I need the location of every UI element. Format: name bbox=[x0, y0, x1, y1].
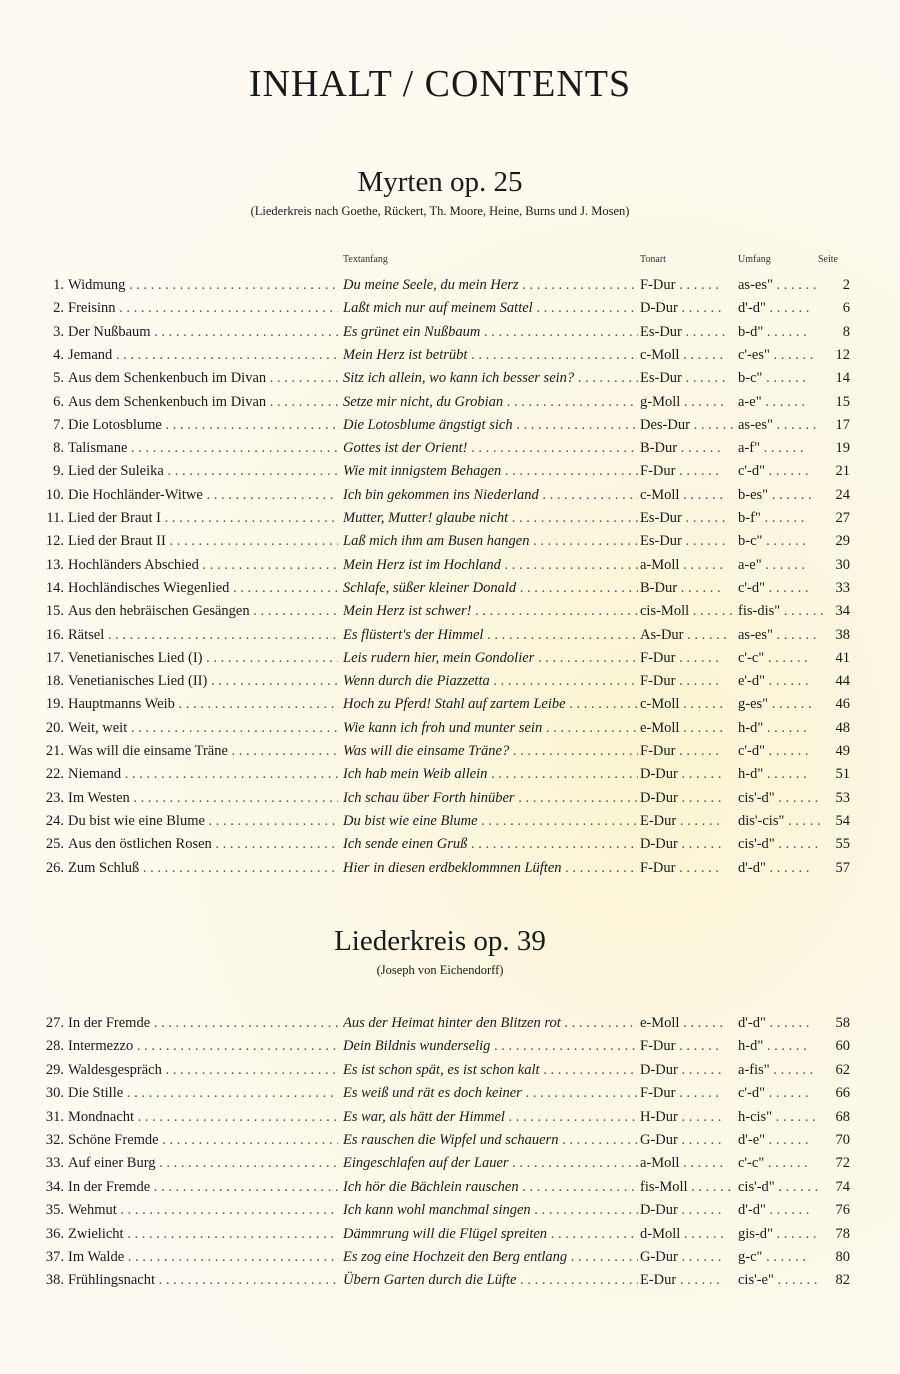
song-key: H-Dur . . . bbox=[640, 1106, 735, 1129]
song-incipit: Ich hab mein Weib allein . . . bbox=[343, 763, 638, 786]
song-number: 18. bbox=[45, 673, 64, 690]
list-item bbox=[0, 624, 900, 647]
list-item bbox=[0, 857, 900, 880]
section-title-myrten: Myrten op. 25 bbox=[357, 166, 523, 198]
song-incipit: Laß mich ihm am Busen hangen . . . bbox=[343, 530, 638, 553]
song-key: c-Moll . . . bbox=[640, 693, 735, 716]
page-title: INHALT / CONTENTS bbox=[248, 63, 632, 105]
song-page: 74 bbox=[835, 1178, 850, 1195]
song-title: Auf einer Burg . . . bbox=[68, 1152, 338, 1175]
song-title: Hochländers Abschied . . . bbox=[68, 554, 338, 577]
list-item bbox=[0, 1269, 900, 1292]
song-key: F-Dur . . . bbox=[640, 857, 735, 880]
song-page: 6 bbox=[842, 300, 850, 317]
song-page: 33 bbox=[835, 579, 850, 596]
header-range: Umfang bbox=[738, 254, 771, 265]
song-title: Lied der Braut II . . . bbox=[68, 530, 338, 553]
section-subtitle-myrten: (Liederkreis nach Goethe, Rückert, Th. Moore, Heine, Burns und J. Mosen) bbox=[250, 204, 630, 218]
song-incipit: Du bist wie eine Blume . . . bbox=[343, 810, 638, 833]
song-page: 34 bbox=[835, 603, 850, 620]
song-page: 29 bbox=[835, 533, 850, 550]
song-incipit: Mutter, Mutter! glaube nicht . . . bbox=[343, 507, 638, 530]
list-item bbox=[0, 1223, 900, 1246]
song-range: d'-d" . . . bbox=[738, 857, 823, 880]
song-key: F-Dur . . . bbox=[640, 1082, 735, 1105]
song-number: 24. bbox=[45, 812, 64, 829]
song-page: 80 bbox=[835, 1249, 850, 1265]
song-number: 1. bbox=[53, 277, 64, 293]
song-range: b-d" . . . bbox=[738, 321, 823, 344]
song-page: 38 bbox=[835, 626, 850, 643]
song-number: 33. bbox=[45, 1155, 64, 1172]
song-incipit: Aus der Heimat hinter den Blitzen rot . . . bbox=[343, 1012, 638, 1035]
song-key: B-Dur . . . bbox=[640, 437, 735, 460]
song-range: as-es" . . . bbox=[738, 624, 823, 647]
song-number: 29. bbox=[45, 1061, 64, 1078]
song-title: Die Stille . . . bbox=[68, 1082, 338, 1105]
song-key: fis-Moll . . . bbox=[640, 1176, 735, 1199]
song-range: c'-es" . . . bbox=[738, 344, 823, 367]
song-title: Wehmut . . . bbox=[68, 1199, 338, 1222]
song-incipit: Es grünet ein Nußbaum . . . bbox=[343, 321, 638, 344]
song-page: 55 bbox=[835, 836, 850, 853]
list-item bbox=[0, 367, 900, 390]
song-incipit: Übern Garten durch die Lüfte . . . bbox=[343, 1269, 638, 1292]
song-page: 2 bbox=[842, 277, 850, 293]
song-title: Aus dem Schenkenbuch im Divan . . . bbox=[68, 367, 338, 390]
song-key: Es-Dur . . . bbox=[640, 507, 735, 530]
song-page: 78 bbox=[835, 1225, 850, 1242]
song-number: 16. bbox=[45, 626, 64, 643]
song-incipit: Ich bin gekommen ins Niederland . . . bbox=[343, 484, 638, 507]
list-item bbox=[0, 717, 900, 740]
list-item bbox=[0, 1035, 900, 1058]
song-title: Zwielicht . . . bbox=[68, 1223, 338, 1246]
song-title: Die Hochländer-Witwe . . . bbox=[68, 484, 338, 507]
song-number: 17. bbox=[45, 649, 64, 666]
song-number: 28. bbox=[45, 1038, 64, 1055]
song-incipit: Hier in diesen erdbeklommnen Lüften . . . bbox=[343, 857, 638, 880]
song-range: a-f" . . . bbox=[738, 437, 823, 460]
song-title: Frühlingsnacht . . . bbox=[68, 1269, 338, 1292]
song-key: D-Dur . . . bbox=[640, 787, 735, 810]
song-key: F-Dur . . . bbox=[640, 647, 735, 670]
song-title: Die Lotosblume . . . bbox=[68, 414, 338, 437]
song-number: 2. bbox=[53, 300, 64, 317]
song-number: 7. bbox=[53, 416, 64, 433]
song-title: Mondnacht . . . bbox=[68, 1106, 338, 1129]
song-number: 37. bbox=[45, 1249, 64, 1265]
list-item bbox=[0, 833, 900, 856]
list-item bbox=[0, 1129, 900, 1152]
song-number: 6. bbox=[53, 393, 64, 410]
song-incipit: Mein Herz ist betrübt . . . bbox=[343, 344, 638, 367]
song-number: 31. bbox=[45, 1108, 64, 1125]
song-key: D-Dur . . . bbox=[640, 297, 735, 320]
song-number: 5. bbox=[53, 370, 64, 387]
song-page: 30 bbox=[835, 556, 850, 573]
song-key: c-Moll . . . bbox=[640, 484, 735, 507]
song-title: Was will die einsame Träne . . . bbox=[68, 740, 338, 763]
song-page: 76 bbox=[835, 1202, 850, 1219]
song-title: Hauptmanns Weib . . . bbox=[68, 693, 338, 716]
song-page: 8 bbox=[842, 323, 850, 340]
list-item bbox=[0, 647, 900, 670]
song-number: 9. bbox=[53, 463, 64, 480]
song-title: In der Fremde . . . bbox=[68, 1176, 338, 1199]
song-incipit: Eingeschlafen auf der Lauer . . . bbox=[343, 1152, 638, 1175]
song-range: h-d" . . . bbox=[738, 1035, 823, 1058]
song-range: b-c" . . . bbox=[738, 367, 823, 390]
list-item bbox=[0, 1106, 900, 1129]
list-item bbox=[0, 577, 900, 600]
song-range: b-f" . . . bbox=[738, 507, 823, 530]
list-item bbox=[0, 530, 900, 553]
song-range: as-es" . . . bbox=[738, 414, 823, 437]
song-incipit: Wie mit innigstem Behagen . . . bbox=[343, 460, 638, 483]
song-incipit: Ich schau über Forth hinüber . . . bbox=[343, 787, 638, 810]
song-incipit: Es flüstert's der Himmel . . . bbox=[343, 624, 638, 647]
song-incipit: Die Lotosblume ängstigt sich . . . bbox=[343, 414, 638, 437]
song-title: Schöne Fremde . . . bbox=[68, 1129, 338, 1152]
song-incipit: Es rauschen die Wipfel und schauern . . . bbox=[343, 1129, 638, 1152]
song-range: as-es" . . . bbox=[738, 274, 823, 297]
song-title: Der Nußbaum . . . bbox=[68, 321, 338, 344]
song-key: cis-Moll . . . bbox=[640, 600, 735, 623]
song-range: c'-c" . . . bbox=[738, 1152, 823, 1175]
song-title: Zum Schluß . . . bbox=[68, 857, 338, 880]
song-page: 41 bbox=[835, 649, 850, 666]
song-title: Im Westen . . . bbox=[68, 787, 338, 810]
song-key: As-Dur . . . bbox=[640, 624, 735, 647]
song-key: D-Dur . . . bbox=[640, 1059, 735, 1082]
song-incipit: Mein Herz ist schwer! . . . bbox=[343, 600, 638, 623]
song-key: Des-Dur . . . bbox=[640, 414, 735, 437]
song-page: 58 bbox=[835, 1015, 850, 1031]
song-title: Aus dem Schenkenbuch im Divan . . . bbox=[68, 391, 338, 414]
song-key: F-Dur . . . bbox=[640, 670, 735, 693]
list-item bbox=[0, 437, 900, 460]
list-item bbox=[0, 740, 900, 763]
song-range: cis'-d" . . . bbox=[738, 787, 823, 810]
song-incipit: Ich hör die Bächlein rauschen . . . bbox=[343, 1176, 638, 1199]
song-page: 14 bbox=[835, 370, 850, 387]
song-number: 35. bbox=[45, 1202, 64, 1219]
song-incipit: Hoch zu Pferd! Stahl auf zartem Leibe . . . bbox=[343, 693, 638, 716]
song-incipit: Es zog eine Hochzeit den Berg entlang . . . bbox=[343, 1246, 638, 1269]
song-title: Widmung . . . bbox=[68, 274, 338, 297]
song-incipit: Sitz ich allein, wo kann ich besser sein? . . . bbox=[343, 367, 638, 390]
song-key: D-Dur . . . bbox=[640, 1199, 735, 1222]
song-incipit: Wie kann ich froh und munter sein . . . bbox=[343, 717, 638, 740]
song-title: Rätsel . . . bbox=[68, 624, 338, 647]
song-range: h-d" . . . bbox=[738, 717, 823, 740]
song-range: c'-d" . . . bbox=[738, 1082, 823, 1105]
song-title: Talismane . . . bbox=[68, 437, 338, 460]
song-range: d'-d" . . . bbox=[738, 1012, 823, 1035]
song-number: 26. bbox=[45, 859, 64, 876]
song-page: 49 bbox=[835, 743, 850, 759]
song-page: 53 bbox=[835, 789, 850, 806]
song-page: 82 bbox=[835, 1272, 850, 1289]
song-number: 4. bbox=[53, 346, 64, 363]
song-title: Lied der Suleika . . . bbox=[68, 460, 338, 483]
song-range: b-es" . . . bbox=[738, 484, 823, 507]
song-range: a-e" . . . bbox=[738, 554, 823, 577]
song-number: 11. bbox=[46, 510, 64, 526]
song-key: e-Moll . . . bbox=[640, 717, 735, 740]
song-key: F-Dur . . . bbox=[640, 740, 735, 763]
header-page: Seite bbox=[818, 254, 838, 265]
song-number: 19. bbox=[45, 696, 64, 713]
song-number: 8. bbox=[53, 440, 64, 457]
song-incipit: Ich sende einen Gruß . . . bbox=[343, 833, 638, 856]
song-key: g-Moll . . . bbox=[640, 391, 735, 414]
song-incipit: Was will die einsame Träne? . . . bbox=[343, 740, 638, 763]
song-key: d-Moll . . . bbox=[640, 1223, 735, 1246]
song-page: 12 bbox=[835, 346, 850, 363]
song-page: 54 bbox=[835, 812, 850, 829]
song-key: Es-Dur . . . bbox=[640, 367, 735, 390]
song-range: a-fis" . . . bbox=[738, 1059, 823, 1082]
song-range: cis'-d" . . . bbox=[738, 1176, 823, 1199]
song-page: 27 bbox=[835, 510, 850, 526]
song-key: E-Dur . . . bbox=[640, 1269, 735, 1292]
list-item bbox=[0, 787, 900, 810]
song-incipit: Es war, als hätt der Himmel . . . bbox=[343, 1106, 638, 1129]
song-page: 24 bbox=[835, 486, 850, 503]
song-title: Aus den östlichen Rosen . . . bbox=[68, 833, 338, 856]
list-item bbox=[0, 554, 900, 577]
song-range: fis-dis" . . . bbox=[738, 600, 823, 623]
song-page: 60 bbox=[835, 1038, 850, 1055]
song-range: h-d" . . . bbox=[738, 763, 823, 786]
header-incipit: Textanfang bbox=[343, 254, 388, 265]
song-range: c'-d" . . . bbox=[738, 740, 823, 763]
song-title: Hochländisches Wiegenlied . . . bbox=[68, 577, 338, 600]
song-range: d'-d" . . . bbox=[738, 1199, 823, 1222]
song-page: 62 bbox=[835, 1061, 850, 1078]
song-title: Venetianisches Lied (I) . . . bbox=[68, 647, 338, 670]
song-number: 25. bbox=[45, 836, 64, 853]
list-item bbox=[0, 1176, 900, 1199]
song-number: 22. bbox=[45, 766, 64, 783]
song-key: B-Dur . . . bbox=[640, 577, 735, 600]
song-range: a-e" . . . bbox=[738, 391, 823, 414]
song-range: c'-c" . . . bbox=[738, 647, 823, 670]
song-key: D-Dur . . . bbox=[640, 833, 735, 856]
list-item bbox=[0, 321, 900, 344]
song-range: b-c" . . . bbox=[738, 530, 823, 553]
list-item bbox=[0, 484, 900, 507]
list-item bbox=[0, 1012, 900, 1035]
song-page: 57 bbox=[835, 859, 850, 876]
song-title: Du bist wie eine Blume . . . bbox=[68, 810, 338, 833]
song-incipit: Es weiß und rät es doch keiner . . . bbox=[343, 1082, 638, 1105]
song-page: 19 bbox=[835, 440, 850, 457]
list-item bbox=[0, 1059, 900, 1082]
song-page: 70 bbox=[835, 1132, 850, 1148]
song-number: 3. bbox=[53, 323, 64, 340]
song-incipit: Gottes ist der Orient! . . . bbox=[343, 437, 638, 460]
song-key: a-Moll . . . bbox=[640, 554, 735, 577]
list-item bbox=[0, 1246, 900, 1269]
song-number: 32. bbox=[45, 1132, 64, 1148]
list-item bbox=[0, 670, 900, 693]
song-number: 15. bbox=[45, 603, 64, 620]
song-incipit: Mein Herz ist im Hochland . . . bbox=[343, 554, 638, 577]
list-item bbox=[0, 507, 900, 530]
song-range: h-cis" . . . bbox=[738, 1106, 823, 1129]
song-key: a-Moll . . . bbox=[640, 1152, 735, 1175]
song-key: D-Dur . . . bbox=[640, 763, 735, 786]
song-range: c'-d" . . . bbox=[738, 460, 823, 483]
song-range: dis'-cis" . . . bbox=[738, 810, 823, 833]
song-number: 34. bbox=[45, 1178, 64, 1195]
song-title: Lied der Braut I . . . bbox=[68, 507, 338, 530]
song-range: g-c" . . . bbox=[738, 1246, 823, 1269]
song-key: F-Dur . . . bbox=[640, 1035, 735, 1058]
song-title: Im Walde . . . bbox=[68, 1246, 338, 1269]
song-page: 51 bbox=[835, 766, 850, 783]
list-item bbox=[0, 344, 900, 367]
song-number: 12. bbox=[45, 533, 64, 550]
song-incipit: Ich kann wohl manchmal singen . . . bbox=[343, 1199, 638, 1222]
list-item bbox=[0, 391, 900, 414]
song-page: 21 bbox=[835, 463, 850, 480]
song-number: 36. bbox=[45, 1225, 64, 1242]
song-title: Niemand . . . bbox=[68, 763, 338, 786]
song-page: 66 bbox=[835, 1085, 850, 1102]
song-number: 27. bbox=[45, 1015, 64, 1031]
song-number: 14. bbox=[45, 579, 64, 596]
song-key: Es-Dur . . . bbox=[640, 321, 735, 344]
song-key: G-Dur . . . bbox=[640, 1246, 735, 1269]
list-item bbox=[0, 414, 900, 437]
song-range: d'-e" . . . bbox=[738, 1129, 823, 1152]
song-incipit: Dein Bildnis wunderselig . . . bbox=[343, 1035, 638, 1058]
list-item bbox=[0, 693, 900, 716]
song-incipit: Es ist schon spät, es ist schon kalt . . . bbox=[343, 1059, 638, 1082]
list-item bbox=[0, 1082, 900, 1105]
song-number: 20. bbox=[45, 719, 64, 736]
song-page: 15 bbox=[835, 393, 850, 410]
song-number: 10. bbox=[45, 486, 64, 503]
song-page: 44 bbox=[835, 673, 850, 690]
song-incipit: Leis rudern hier, mein Gondolier . . . bbox=[343, 647, 638, 670]
song-incipit: Wenn durch die Piazzetta . . . bbox=[343, 670, 638, 693]
list-item bbox=[0, 1199, 900, 1222]
song-page: 68 bbox=[835, 1108, 850, 1125]
song-key: c-Moll . . . bbox=[640, 344, 735, 367]
list-item bbox=[0, 274, 900, 297]
song-range: e'-d" . . . bbox=[738, 670, 823, 693]
list-item bbox=[0, 763, 900, 786]
song-key: F-Dur . . . bbox=[640, 274, 735, 297]
song-page: 17 bbox=[835, 416, 850, 433]
song-title: Aus den hebräischen Gesängen . . . bbox=[68, 600, 338, 623]
song-range: cis'-e" . . . bbox=[738, 1269, 823, 1292]
song-page: 48 bbox=[835, 719, 850, 736]
section-subtitle-liederkreis: (Joseph von Eichendorff) bbox=[376, 963, 504, 977]
song-key: G-Dur . . . bbox=[640, 1129, 735, 1152]
song-page: 72 bbox=[835, 1155, 850, 1172]
song-title: Freisinn . . . bbox=[68, 297, 338, 320]
song-title: Weit, weit . . . bbox=[68, 717, 338, 740]
song-title: In der Fremde . . . bbox=[68, 1012, 338, 1035]
song-title: Waldesgespräch . . . bbox=[68, 1059, 338, 1082]
song-title: Intermezzo . . . bbox=[68, 1035, 338, 1058]
song-page: 46 bbox=[835, 696, 850, 713]
list-item bbox=[0, 810, 900, 833]
list-item bbox=[0, 460, 900, 483]
song-number: 38. bbox=[45, 1272, 64, 1289]
song-number: 23. bbox=[45, 789, 64, 806]
section-title-liederkreis: Liederkreis op. 39 bbox=[334, 925, 546, 957]
song-title: Venetianisches Lied (II) . . . bbox=[68, 670, 338, 693]
song-range: d'-d" . . . bbox=[738, 297, 823, 320]
song-range: c'-d" . . . bbox=[738, 577, 823, 600]
list-item bbox=[0, 297, 900, 320]
song-key: E-Dur . . . bbox=[640, 810, 735, 833]
song-number: 13. bbox=[45, 556, 64, 573]
song-title: Jemand . . . bbox=[68, 344, 338, 367]
song-incipit: Schlafe, süßer kleiner Donald . . . bbox=[343, 577, 638, 600]
list-item bbox=[0, 600, 900, 623]
song-key: e-Moll . . . bbox=[640, 1012, 735, 1035]
song-key: Es-Dur . . . bbox=[640, 530, 735, 553]
header-key: Tonart bbox=[640, 254, 666, 265]
song-number: 30. bbox=[45, 1085, 64, 1102]
list-item bbox=[0, 1152, 900, 1175]
song-incipit: Laßt mich nur auf meinem Sattel . . . bbox=[343, 297, 638, 320]
song-incipit: Du meine Seele, du mein Herz . . . bbox=[343, 274, 638, 297]
song-number: 21. bbox=[45, 743, 64, 759]
song-key: F-Dur . . . bbox=[640, 460, 735, 483]
song-incipit: Dämmrung will die Flügel spreiten . . . bbox=[343, 1223, 638, 1246]
song-range: gis-d" . . . bbox=[738, 1223, 823, 1246]
song-range: cis'-d" . . . bbox=[738, 833, 823, 856]
song-incipit: Setze mir nicht, du Grobian . . . bbox=[343, 391, 638, 414]
song-range: g-es" . . . bbox=[738, 693, 823, 716]
